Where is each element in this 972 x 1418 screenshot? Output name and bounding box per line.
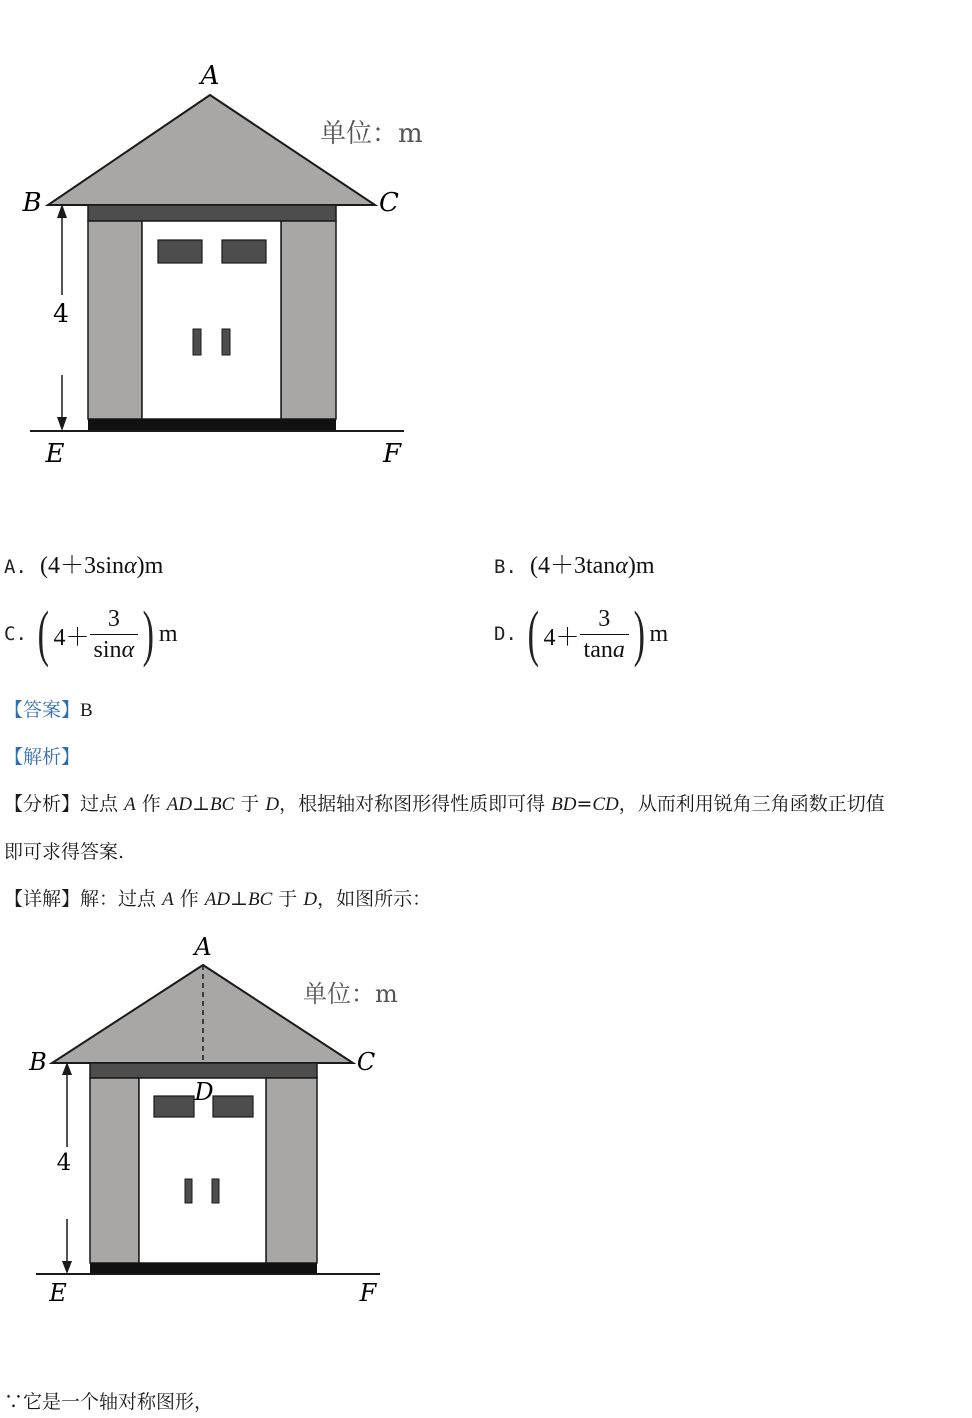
math-variable: BD bbox=[551, 794, 577, 815]
label-f: F bbox=[359, 1279, 377, 1307]
right-paren: ) bbox=[633, 600, 645, 668]
label-e: E bbox=[49, 1279, 67, 1307]
text-run: 于 bbox=[234, 793, 266, 815]
xiangjie-text bbox=[80, 888, 431, 910]
option-letter: C. bbox=[4, 623, 27, 645]
answer-value: B bbox=[80, 700, 93, 721]
text-run: 解：过点 bbox=[80, 888, 163, 910]
left-pillar bbox=[90, 1078, 139, 1263]
left-paren: ( bbox=[527, 600, 539, 668]
label-b: B bbox=[29, 1048, 47, 1076]
height-label: 4 bbox=[53, 299, 69, 328]
fenxi-tag: 【分析】 bbox=[4, 793, 81, 815]
door-handle-left bbox=[185, 1179, 192, 1203]
door-window-left bbox=[158, 240, 202, 263]
text-run: ，如图所示： bbox=[317, 888, 432, 910]
label-c: C bbox=[356, 1048, 376, 1076]
math-variable: BC bbox=[247, 889, 273, 910]
text-run: ，根据轴对称图形得性质即可得 bbox=[279, 793, 552, 815]
xiangjie-tag: 【详解】 bbox=[4, 888, 81, 910]
because-line: ∵它是一个轴对称图形， bbox=[4, 1391, 214, 1413]
roof bbox=[48, 95, 375, 205]
door-window-right bbox=[213, 1096, 253, 1117]
house-figure-1 bbox=[0, 50, 460, 480]
fenxi-line-1 bbox=[4, 790, 885, 819]
math-variable: D bbox=[265, 794, 280, 815]
option-expression: ( 4＋ $\frac{3}{\tan a}$ ) m bbox=[527, 600, 669, 668]
math-variable: AD bbox=[166, 794, 193, 815]
text-run: ⊥ bbox=[192, 793, 210, 815]
fraction: $\frac{3}{\tan a}$ bbox=[580, 604, 629, 665]
option-c[interactable] bbox=[4, 600, 178, 668]
math-variable: D bbox=[303, 889, 318, 910]
math-variable: CD bbox=[592, 794, 619, 815]
text-run: 过点 bbox=[80, 793, 125, 815]
fenxi-text bbox=[80, 793, 885, 815]
right-pillar bbox=[281, 221, 336, 419]
label-a: A bbox=[194, 933, 212, 961]
base-strip bbox=[88, 419, 336, 431]
math-variable: A bbox=[124, 794, 136, 815]
door-handle-right bbox=[222, 329, 230, 355]
text-run: ⊥ bbox=[230, 888, 248, 910]
base-strip bbox=[90, 1263, 317, 1274]
option-b[interactable] bbox=[494, 545, 655, 580]
option-letter: D. bbox=[494, 623, 517, 645]
height-label: 4 bbox=[56, 1150, 72, 1176]
beam bbox=[88, 205, 336, 221]
math-variable: A bbox=[162, 889, 174, 910]
left-pillar bbox=[88, 221, 142, 419]
arrow-down-icon bbox=[62, 1261, 72, 1274]
label-a: A bbox=[200, 61, 220, 91]
fenxi-line-2: 即可求得答案. bbox=[4, 841, 125, 863]
option-letter: B. bbox=[494, 556, 517, 578]
door-handle-left bbox=[193, 329, 201, 355]
option-d[interactable] bbox=[494, 600, 669, 668]
arrow-up-icon bbox=[57, 204, 67, 218]
arrow-down-icon bbox=[57, 417, 67, 431]
text-run: = bbox=[576, 793, 593, 815]
text-run: 于 bbox=[272, 888, 304, 910]
analysis-heading: 【解析】 bbox=[4, 746, 81, 768]
math-variable: BC bbox=[209, 794, 235, 815]
text-run: ，从而利用锐角三角函数正切值 bbox=[618, 793, 885, 815]
text-run: 作 bbox=[173, 888, 205, 910]
left-paren: ( bbox=[37, 600, 49, 668]
fraction: $\frac{3}{\sin\alpha}$ bbox=[90, 604, 139, 665]
beam bbox=[90, 1063, 317, 1078]
door-window-right bbox=[222, 240, 266, 263]
option-a[interactable] bbox=[4, 545, 163, 580]
unit-label: 单位：m bbox=[320, 119, 423, 149]
house-figure-2 bbox=[0, 925, 440, 1315]
option-expression: (4＋3tanα)m bbox=[529, 553, 655, 579]
label-e: E bbox=[45, 439, 65, 469]
door-window-left bbox=[154, 1096, 194, 1117]
option-letter: A. bbox=[4, 556, 27, 578]
right-paren: ) bbox=[142, 600, 155, 668]
text-run: 作 bbox=[135, 793, 167, 815]
unit-label: 单位：m bbox=[303, 980, 398, 1008]
option-expression: (4＋3sinα)m bbox=[39, 553, 164, 579]
xiangjie-line bbox=[4, 885, 431, 914]
label-c: C bbox=[379, 188, 399, 218]
right-pillar bbox=[266, 1078, 317, 1263]
option-expression: ( 4＋ $\frac{3}{\sin\alpha}$ ) m bbox=[37, 600, 178, 668]
label-d: D bbox=[194, 1078, 214, 1106]
label-b: B bbox=[22, 188, 42, 218]
answer-line bbox=[4, 696, 93, 725]
math-variable: AD bbox=[204, 889, 231, 910]
answer-tag: 【答案】 bbox=[4, 699, 81, 721]
door-handle-right bbox=[212, 1179, 219, 1203]
label-f: F bbox=[382, 439, 402, 469]
